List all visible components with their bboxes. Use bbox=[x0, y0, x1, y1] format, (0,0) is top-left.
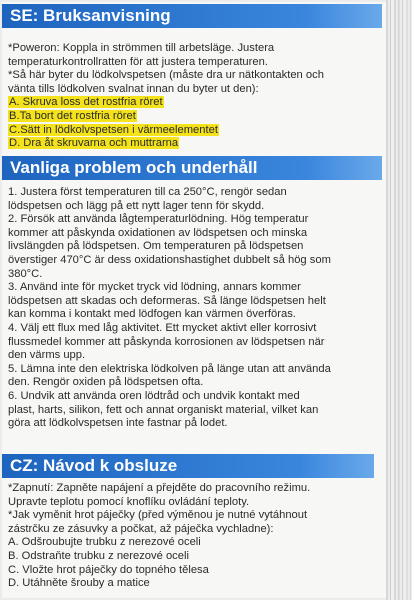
text-line: kommer att påskynda oxidationen av lödspetsen och minska bbox=[8, 226, 308, 239]
text-line: *Zapnutí: Zapněte napájení a přejděte do pracovního režimu. bbox=[8, 482, 311, 494]
text-line: 2. Försök att använda lågtemperaturlödning. Hög temperatur bbox=[8, 213, 309, 226]
text-line: den värms upp. bbox=[8, 349, 86, 362]
section-body-cz bbox=[8, 482, 384, 591]
section-heading-problems: Vanliga problem och underhåll bbox=[2, 156, 382, 180]
text-line: 5. Lämna inte den elektriska lödkolven på länge utan att använda bbox=[8, 362, 331, 375]
section-heading-se: SE: Bruksanvisning bbox=[2, 4, 382, 28]
manual-page bbox=[2, 2, 386, 598]
text-line: C. Vložte hrot páječky do topného tělesa bbox=[8, 563, 209, 576]
step-label: B.Ta bort det rostfria röret bbox=[9, 109, 136, 122]
text-line: 3. Använd inte för mycket tryck vid lödning, annars kommer bbox=[8, 281, 301, 294]
page-edge-stack bbox=[398, 0, 412, 600]
text-line: A. Odšroubujte trubku z nerezové oceli bbox=[8, 536, 201, 549]
text-line: kan komma i kontakt med lödfogen kan värmen överföras. bbox=[8, 308, 296, 321]
text-line: *Jak vyměnit hrot páječky (před výměnou je nutné vytáhnout bbox=[8, 509, 308, 522]
step-label: A. Skruva loss det rostfria röret bbox=[9, 96, 163, 109]
step-item bbox=[8, 124, 384, 138]
text-line: den. Rengör oxiden på lödspetsen ofta. bbox=[8, 376, 204, 389]
step-label: D. Dra åt skruvarna och muttrarna bbox=[9, 137, 179, 150]
text-line: livslängden på lödspetsen. Om temperaturen på lödspetsen bbox=[8, 240, 304, 253]
step-item bbox=[8, 137, 384, 151]
step-item bbox=[8, 96, 384, 110]
step-label: C.Sätt in lödkolvspetsen i värmeelementet bbox=[9, 123, 218, 136]
text-line: D. Utáhněte šrouby a matice bbox=[8, 577, 150, 590]
text-line: Upravte teplotu pomocí knoflíku ovládání teploty. bbox=[8, 495, 250, 508]
text-line: temperaturkontrollratten för att justera temperaturen. bbox=[8, 55, 268, 68]
text-line: lödspetsen och lägg på ett nytt lager tenn för skydd. bbox=[8, 199, 265, 212]
text-line: plast, harts, silikon, fett och annat organiskt material, vilket kan bbox=[8, 403, 319, 416]
text-line: 380°C. bbox=[8, 267, 43, 280]
text-line: göra att lödkolvspetsen inte fastnar på lodet. bbox=[8, 417, 228, 430]
step-item bbox=[8, 110, 384, 124]
text-line: vänta tills lödkolven svalnat innan du byter ut den): bbox=[8, 82, 259, 95]
section-body-problems bbox=[8, 186, 384, 431]
text-line: zástrčku ze zásuvky a počkat, až páječka vychladne): bbox=[8, 522, 274, 535]
text-line: flussmedel kommer att påskynda korrosionen av lödspetsen när bbox=[8, 335, 325, 348]
text-line: 4. Välj ett flux med låg aktivitet. Ett mycket aktivt eller korrosivt bbox=[8, 321, 317, 334]
text-line: överstiger 470°C är dess oxidationshastighet dubbelt så hög som bbox=[8, 253, 331, 266]
section-heading-cz: CZ: Návod k obsluze bbox=[2, 454, 374, 478]
text-line: lödspetsen att skadas och deformeras. Så länge lödspetsen helt bbox=[8, 294, 326, 307]
text-line: *Så här byter du lödkolvspetsen (måste dra ur nätkontakten och bbox=[8, 69, 324, 82]
text-line: B. Odstraňte trubku z nerezové oceli bbox=[8, 549, 189, 562]
section-body-se bbox=[8, 42, 384, 151]
text-line: *Poweron: Koppla in strömmen till arbetsläge. Justera bbox=[8, 42, 275, 54]
text-line: 6. Undvik att använda oren lödtråd och undvik kontakt med bbox=[8, 389, 300, 402]
text-line: 1. Justera först temperaturen till ca 250°C, rengör sedan bbox=[8, 186, 287, 198]
